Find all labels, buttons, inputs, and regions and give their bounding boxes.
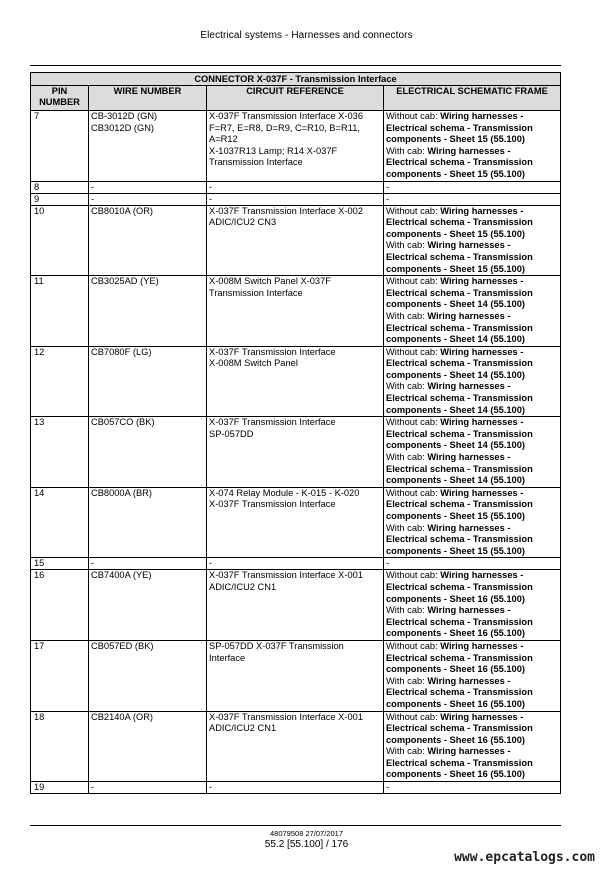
schematic-line: Electrical schema - Transmission [386,322,533,333]
schematic-line: Electrical schema - Transmission [386,287,533,298]
wire-cell [89,276,207,347]
with-cab-line [386,746,558,758]
schematic-line: components - Sheet 14 (55.100) [386,440,525,451]
schematic-line: components - Sheet 15 (55.100) [386,263,525,274]
schematic-line: components - Sheet 15 (55.100) [386,168,525,179]
schematic-line: Electrical schema - Transmission [386,534,533,545]
without-cab-text: Wiring harnesses - [440,711,524,722]
table-row [31,111,561,182]
table-row [31,782,561,794]
schematic-cell [384,640,561,711]
without-cab-text: Wiring harnesses - [440,417,524,428]
circuit-line: SP-057DD X-037F Transmission [209,640,344,651]
col-header-pin: PIN NUMBER [31,86,89,111]
with-cab-label: With cab: [386,145,425,156]
wire-line: CB057ED (BK) [91,640,154,651]
without-cab-label: Without cab: [386,711,438,722]
schematic-cell [384,346,561,417]
schematic-line: Electrical schema - Transmission [386,217,533,228]
circuit-line: X-037F Transmission Interface X-001 [209,711,363,722]
pin-cell: 11 [31,276,89,347]
schematic-line: Electrical schema - Transmission [386,157,533,168]
without-cab-label: Without cab: [386,346,438,357]
without-cab-text: Wiring harnesses - [440,276,524,287]
circuit-cell [207,111,384,182]
pin-cell: 10 [31,205,89,276]
schematic-dash: - [386,193,390,204]
circuit-cell [207,276,384,347]
pin-cell: 18 [31,711,89,782]
schematic-line: components - Sheet 16 (55.100) [386,593,525,604]
schematic-line: Electrical schema - Transmission [386,428,533,439]
wire-line: CB3012D (GN) [91,122,155,133]
page-reference: 55.2 [55.100] / 176 [264,839,349,850]
schematic-line: Electrical schema - Transmission [386,499,533,510]
without-cab-line [386,417,558,429]
wire-cell [89,640,207,711]
wire-cell [89,487,207,558]
table-row [31,346,561,417]
schematic-cell [384,782,561,794]
without-cab-label: Without cab: [386,276,438,287]
wire-line: CB057CO (BK) [91,417,155,428]
circuit-line: X-037F Transmission Interface [209,346,336,357]
page-header: Electrical systems - Harnesses and connectors [200,30,413,41]
table-row [31,193,561,205]
without-cab-line [386,111,558,123]
circuit-cell [207,711,384,782]
circuit-line: Transmission Interface [209,157,303,168]
without-cab-text: Wiring harnesses - [440,640,524,651]
circuit-line: - [209,193,213,204]
schematic-cell [384,111,561,182]
circuit-cell [207,640,384,711]
circuit-line: F=R7, E=R8, D=R9, C=R10, B=R11, [209,122,360,133]
circuit-line: ADIC/ICU2 CN1 [209,723,277,734]
with-cab-label: With cab: [386,452,425,463]
wire-line: CB8010A (OR) [91,205,154,216]
circuit-line: - [209,181,213,192]
schematic-cell [384,417,561,488]
without-cab-text: Wiring harnesses - [440,487,524,498]
schematic-line: Electrical schema - Transmission [386,251,533,262]
header-rule [30,65,561,66]
with-cab-line [386,452,558,464]
connector-table [30,72,561,794]
table-row [31,558,561,570]
circuit-cell [207,193,384,205]
circuit-cell [207,782,384,794]
without-cab-label: Without cab: [386,111,438,121]
footer-rule [30,825,561,826]
schematic-line: Electrical schema - Transmission [386,463,533,474]
schematic-line: components - Sheet 14 (55.100) [386,299,525,310]
wire-cell [89,205,207,276]
circuit-cell [207,205,384,276]
without-cab-text: Wiring harnesses - [440,205,524,216]
with-cab-line [386,523,558,535]
circuit-cell [207,181,384,193]
col-header-schematic: ELECTRICAL SCHEMATIC FRAME [384,86,561,111]
circuit-line: X-037F Transmission Interface [209,417,336,428]
schematic-line: Electrical schema - Transmission [386,358,533,369]
schematic-line: components - Sheet 16 (55.100) [386,664,525,675]
col-header-circuit: CIRCUIT REFERENCE [207,86,384,111]
with-cab-line [386,676,558,688]
schematic-cell [384,181,561,193]
wire-line: CB8000A (BR) [91,487,152,498]
document-id: 48079508 27/07/2017 [270,829,343,838]
schematic-line: components - Sheet 15 (55.100) [386,134,525,145]
table-row [31,640,561,711]
without-cab-line [386,570,558,582]
circuit-line: ADIC/ICU2 CN1 [209,581,277,592]
without-cab-label: Without cab: [386,570,438,581]
schematic-cell [384,570,561,641]
table-row [31,181,561,193]
with-cab-text: Wiring harnesses - [427,310,511,321]
wire-cell [89,111,207,182]
without-cab-label: Without cab: [386,640,438,651]
schematic-dash: - [386,782,390,793]
pin-cell: 7 [31,111,89,182]
schematic-cell [384,487,561,558]
schematic-line: Electrical schema - Transmission [386,616,533,627]
schematic-line: Electrical schema - Transmission [386,581,533,592]
with-cab-text: Wiring harnesses - [427,746,511,757]
schematic-dash: - [386,181,390,192]
wire-cell [89,782,207,794]
schematic-line: components - Sheet 14 (55.100) [386,404,525,415]
pin-cell: 19 [31,782,89,794]
with-cab-label: With cab: [386,310,425,321]
table-row [31,276,561,347]
schematic-cell [384,205,561,276]
wire-line: - [91,193,95,204]
with-cab-line [386,311,558,323]
circuit-line: - [209,558,213,569]
schematic-line: Electrical schema - Transmission [386,687,533,698]
schematic-line: components - Sheet 14 (55.100) [386,475,525,486]
wire-line: - [91,181,95,192]
circuit-line: X-074 Relay Module - K-015 - K-020 [209,487,360,498]
with-cab-label: With cab: [386,522,425,533]
schematic-line: components - Sheet 14 (55.100) [386,369,525,380]
wire-line: CB3025AD (YE) [91,276,159,287]
circuit-line: X-008M Switch Panel [209,358,298,369]
schematic-line: components - Sheet 14 (55.100) [386,334,525,345]
schematic-line: components - Sheet 15 (55.100) [386,545,525,556]
with-cab-line [386,381,558,393]
with-cab-text: Wiring harnesses - [427,452,511,463]
wire-cell [89,193,207,205]
circuit-line: - [209,782,213,793]
without-cab-label: Without cab: [386,417,438,428]
schematic-line: components - Sheet 15 (55.100) [386,511,525,521]
pin-cell: 15 [31,558,89,570]
with-cab-text: Wiring harnesses - [427,145,511,156]
circuit-line: X-008M Switch Panel X-037F [209,276,331,287]
without-cab-text: Wiring harnesses - [440,570,524,581]
pin-cell: 12 [31,346,89,417]
wire-line: - [91,558,95,569]
circuit-line: Transmission Interface [209,287,303,298]
wire-cell [89,417,207,488]
with-cab-text: Wiring harnesses - [427,381,511,392]
without-cab-label: Without cab: [386,487,438,498]
wire-line: CB2140A (OR) [91,711,154,722]
without-cab-line [386,206,558,218]
circuit-line: X-1037R13 Lamp; R14 X-037F [209,145,338,156]
schematic-line: components - Sheet 15 (55.100) [386,228,525,239]
circuit-line: X-037F Transmission Interface X-036 [209,111,363,121]
circuit-cell [207,558,384,570]
schematic-line: Electrical schema - Transmission [386,122,533,133]
pin-cell: 14 [31,487,89,558]
wire-line: CB7080F (LG) [91,346,152,357]
circuit-cell [207,570,384,641]
wire-cell [89,346,207,417]
table-title: CONNECTOR X-037F - Transmission Interface [31,73,561,86]
wire-cell [89,711,207,782]
with-cab-text: Wiring harnesses - [427,605,511,616]
with-cab-line [386,605,558,617]
without-cab-text: Wiring harnesses - [440,346,524,357]
table-row [31,711,561,782]
watermark: www.epcatalogs.com [454,850,595,865]
without-cab-line [386,641,558,653]
schematic-line: components - Sheet 16 (55.100) [386,628,525,639]
circuit-cell [207,346,384,417]
with-cab-line [386,240,558,252]
with-cab-label: With cab: [386,675,425,686]
with-cab-label: With cab: [386,381,425,392]
wire-cell [89,558,207,570]
schematic-line: components - Sheet 16 (55.100) [386,769,525,780]
table-row [31,570,561,641]
schematic-cell [384,711,561,782]
without-cab-line [386,347,558,359]
with-cab-label: With cab: [386,240,425,251]
pin-cell: 16 [31,570,89,641]
schematic-line: components - Sheet 16 (55.100) [386,698,525,709]
wire-line: - [91,782,95,793]
circuit-line: A=R12 [209,134,238,145]
schematic-line: components - Sheet 16 (55.100) [386,734,525,745]
with-cab-text: Wiring harnesses - [427,522,511,533]
pin-cell: 8 [31,181,89,193]
without-cab-line [386,488,558,500]
wire-cell [89,570,207,641]
circuit-line: SP-057DD [209,428,254,439]
circuit-line: X-037F Transmission Interface [209,499,336,510]
circuit-cell [207,487,384,558]
wire-line: CB7400A (YE) [91,570,152,581]
without-cab-line [386,276,558,288]
with-cab-line [386,146,558,158]
pin-cell: 13 [31,417,89,488]
without-cab-text: Wiring harnesses - [440,111,524,121]
table-body [31,111,561,794]
schematic-line: Electrical schema - Transmission [386,652,533,663]
without-cab-line [386,712,558,724]
with-cab-text: Wiring harnesses - [427,675,511,686]
schematic-dash: - [386,558,390,569]
with-cab-label: With cab: [386,746,425,757]
pin-cell: 17 [31,640,89,711]
pin-cell: 9 [31,193,89,205]
schematic-line: Electrical schema - Transmission [386,757,533,768]
without-cab-label: Without cab: [386,205,438,216]
with-cab-label: With cab: [386,605,425,616]
schematic-line: Electrical schema - Transmission [386,393,533,404]
circuit-cell [207,417,384,488]
schematic-cell [384,276,561,347]
table-row [31,205,561,276]
table-row [31,487,561,558]
circuit-line: X-037F Transmission Interface X-001 [209,570,363,581]
circuit-line: ADIC/ICU2 CN3 [209,217,277,228]
schematic-cell [384,193,561,205]
with-cab-text: Wiring harnesses - [427,240,511,251]
wire-cell [89,181,207,193]
schematic-cell [384,558,561,570]
col-header-wire: WIRE NUMBER [89,86,207,111]
wire-line: CB-3012D (GN) [91,111,158,121]
circuit-line: X-037F Transmission Interface X-002 [209,205,363,216]
schematic-line: Electrical schema - Transmission [386,723,533,734]
table-row [31,417,561,488]
circuit-line: Interface [209,652,246,663]
